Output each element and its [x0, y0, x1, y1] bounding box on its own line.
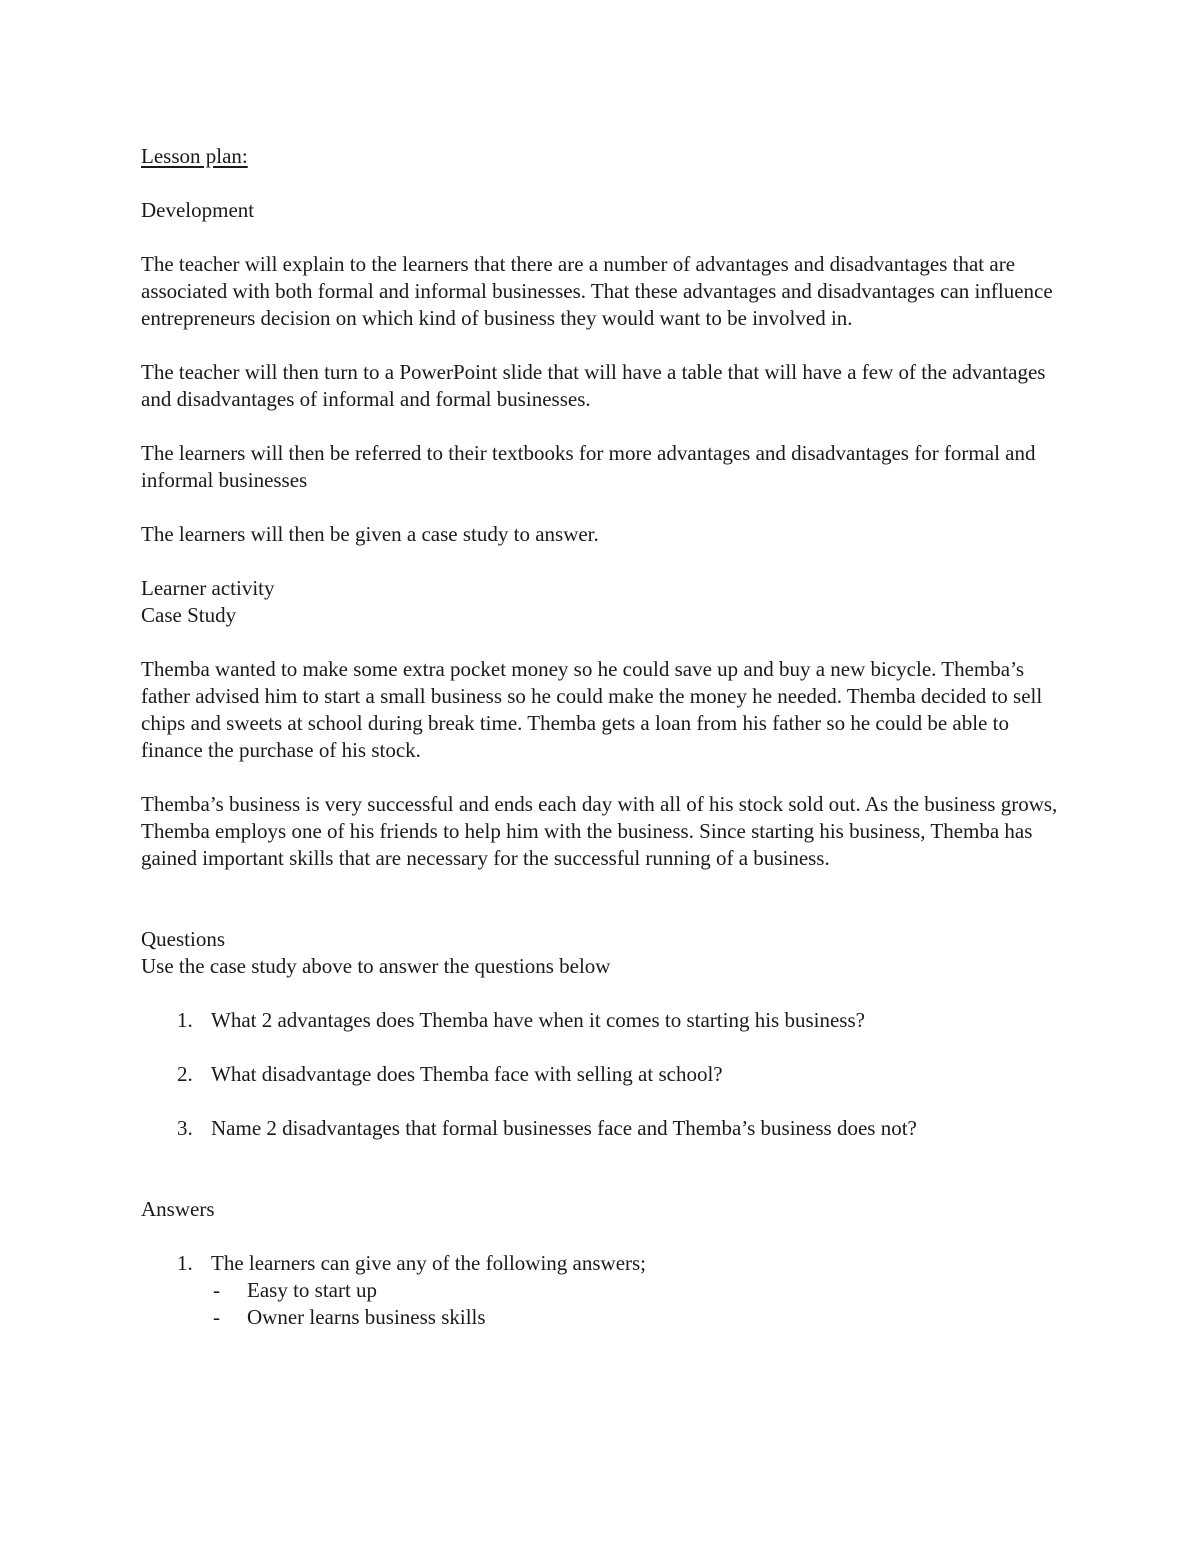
- lesson-plan-title: Lesson plan:: [141, 144, 248, 168]
- list-spacer: [141, 1088, 1061, 1115]
- case-study-heading: Case Study: [141, 603, 237, 627]
- questions-list: [141, 1007, 1061, 1142]
- answer-bullets: [141, 1277, 1061, 1331]
- bullet-text: Owner learns business skills: [247, 1305, 486, 1329]
- development-paragraph: The teacher will then turn to a PowerPoint slide that will have a table that will have a few of the advantages and disadvantages of informal and formal businesses.: [141, 360, 1046, 411]
- development-paragraph: The learners will then be referred to their textbooks for more advantages and disadvantages for formal and informal businesses: [141, 441, 1036, 492]
- list-spacer: [141, 1034, 1061, 1061]
- dash-marker: -: [213, 1278, 220, 1302]
- answer-bullet: [141, 1304, 1061, 1331]
- development-heading: Development: [141, 198, 255, 222]
- question-item: [141, 1007, 1061, 1034]
- document-body: [141, 143, 1061, 1331]
- answer-bullet: [141, 1277, 1061, 1304]
- answers-list: [141, 1250, 1061, 1277]
- question-text: Name 2 disadvantages that formal businesses face and Themba’s business does not?: [211, 1116, 917, 1140]
- dash-marker: -: [213, 1305, 220, 1329]
- question-number: 2.: [177, 1062, 193, 1086]
- question-item: [141, 1061, 1061, 1088]
- answer-number: 1.: [177, 1251, 193, 1275]
- answer-text: The learners can give any of the following answers;: [211, 1251, 647, 1275]
- learner-activity-heading: Learner activity: [141, 576, 275, 600]
- question-text: What 2 advantages does Themba have when it comes to starting his business?: [211, 1008, 865, 1032]
- questions-heading: Questions: [141, 927, 225, 951]
- question-item: [141, 1115, 1061, 1142]
- case-study-paragraph: Themba’s business is very successful and ends each day with all of his stock sold out. As the business grows, Themba employs one of his friends to help him with the business. Since starting his business, Themba has gained important skills that are necessary for the successful running of a business.: [141, 792, 1058, 870]
- questions-instruction: Use the case study above to answer the questions below: [141, 954, 611, 978]
- question-number: 1.: [177, 1008, 193, 1032]
- development-paragraph: The learners will then be given a case study to answer.: [141, 522, 599, 546]
- development-paragraph: The teacher will explain to the learners that there are a number of advantages and disadvantages that are associated with both formal and informal businesses. That these advantages and disadvantages can influence entrepreneurs decision on which kind of business they would want to be involved in.: [141, 252, 1053, 330]
- question-text: What disadvantage does Themba face with selling at school?: [211, 1062, 723, 1086]
- answers-heading: Answers: [141, 1197, 215, 1221]
- case-study-paragraph: Themba wanted to make some extra pocket money so he could save up and buy a new bicycle. Themba’s father advised him to start a small business so he could make the money he needed. Themba decided to sell chips and sweets at school during break time. Themba gets a loan from his father so he could be able to finance the purchase of his stock.: [141, 657, 1043, 762]
- question-number: 3.: [177, 1116, 193, 1140]
- answer-item: [141, 1250, 1061, 1277]
- bullet-text: Easy to start up: [247, 1278, 378, 1302]
